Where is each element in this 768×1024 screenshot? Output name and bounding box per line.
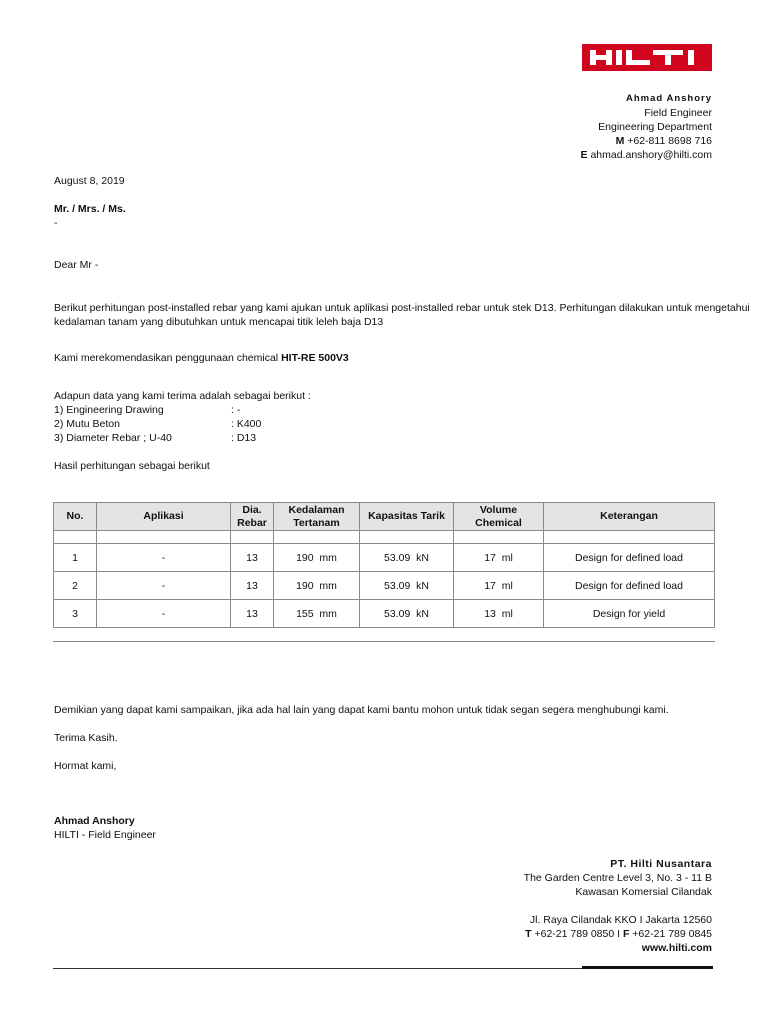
company-name: PT. Hilti Nusantara [610,858,712,870]
letter-date: August 8, 2019 [54,175,125,187]
column-header [454,503,544,531]
table-cell: 3 [54,600,97,628]
table-cell: 53.09 kN [360,544,454,572]
table-cell: - [97,544,231,572]
tel-label: T [525,928,532,940]
address-line-1: The Garden Centre Level 3, No. 3 - 11 B [523,872,712,884]
address-line-2: Kawasan Komersial Cilandak [575,886,712,898]
table-row [54,572,715,600]
table-cell: 1 [54,544,97,572]
column-header-label: No. [66,510,84,522]
column-header [97,503,231,531]
column-header-label: Aplikasi [143,510,184,522]
address-line-3: Jl. Raya Cilandak KKO I Jakarta 12560 [529,914,712,926]
section-divider [53,641,715,642]
closing-paragraph: Demikian yang dapat kami sampaikan, jika ada hal lain yang dapat kami bantu mohon untuk tidak segan segera menghubungi kami. [54,704,669,716]
tel-number: +62-21 789 0850 I [534,928,621,940]
table-header-row [54,503,715,531]
hilti-logo-mark [582,44,712,71]
mobile-number: +62-811 8698 716 [627,135,712,147]
company-footer [524,857,712,955]
mobile-label: M [615,135,625,147]
table-cell: 2 [54,572,97,600]
phone-fax [524,927,712,941]
column-header [544,503,715,531]
thanks: Terima Kasih. [54,732,118,744]
recipient-salutation: Mr. / Mrs. / Ms. [54,203,126,215]
recommendation [54,352,349,364]
email-address: ahmad.anshory@hilti.com [590,149,712,161]
recommend-text: Kami merekomendasikan penggunaan chemical [54,352,279,364]
column-header [360,503,454,531]
regards: Hormat kami, [54,760,117,772]
hilti-logo [582,44,712,71]
column-header-label: Keterangan [600,510,658,522]
table-cell: 17 ml [454,572,544,600]
recommend-product: HIT-RE 500V3 [281,352,349,364]
table-cell: Design for defined load [544,572,715,600]
results-table [53,502,715,628]
table-cell: Design for yield [544,600,715,628]
table-cell: 13 [231,572,274,600]
table-cell: 53.09 kN [360,600,454,628]
table-cell: 190 mm [274,544,360,572]
data-intro: Adapun data yang kami terima adalah sebagai berikut : [54,390,311,402]
fax-label: F [622,928,630,940]
table-cell: - [97,572,231,600]
sender-department: Engineering Department [598,121,712,133]
table-row [54,600,715,628]
result-intro: Hasil perhitungan sebagai berikut [54,460,210,472]
table-spacer-row [54,531,715,544]
column-header [54,503,97,531]
intro-line-1: Berikut perhitungan post-installed rebar yang kami ajukan untuk aplikasi post-installed rebar untuk stek D13. Perhitungan dilakukan untuk mengetahui [54,302,750,314]
greeting: Dear Mr - [54,259,99,271]
table-cell: - [97,600,231,628]
table-cell: 17 ml [454,544,544,572]
email-label: E [580,149,588,161]
sender-name: Ahmad Anshory [625,93,712,104]
sender-email [581,148,712,162]
column-header [274,503,360,531]
data-item-value: : K400 [231,418,262,430]
data-item-value: : D13 [231,432,257,444]
signer-name: Ahmad Anshory [54,815,135,827]
footer-accent-bar [582,966,713,969]
table-cell: 190 mm [274,572,360,600]
data-item-label: 1) Engineering Drawing [54,404,164,416]
signer-title: HILTI - Field Engineer [54,829,156,841]
data-item-label: 3) Diameter Rebar ; U-40 [54,432,172,444]
table-cell: 13 ml [454,600,544,628]
data-item-value: : - [231,404,241,416]
sender-mobile [581,134,712,148]
column-header [231,503,274,531]
sender-title: Field Engineer [644,107,712,119]
recipient-name: - [54,217,58,229]
table-cell: 13 [231,600,274,628]
column-header-label: Volume Chemical [475,503,522,529]
fax-number: +62-21 789 0845 [632,928,712,940]
table-cell: 53.09 kN [360,572,454,600]
website-link[interactable]: www.hilti.com [641,942,712,954]
column-header-label: Kedalaman Tertanam [288,503,345,529]
intro-line-2: kedalaman tanam yang dibutuhkan untuk mencapai titik leleh baja D13 [54,316,384,328]
column-header-label: Dia. Rebar [237,503,267,529]
data-item-label: 2) Mutu Beton [54,418,120,430]
column-header-label: Kapasitas Tarik [368,510,445,522]
sender-block [581,92,712,162]
table-cell: 155 mm [274,600,360,628]
table-cell: 13 [231,544,274,572]
table-cell: Design for defined load [544,544,715,572]
table-row [54,544,715,572]
